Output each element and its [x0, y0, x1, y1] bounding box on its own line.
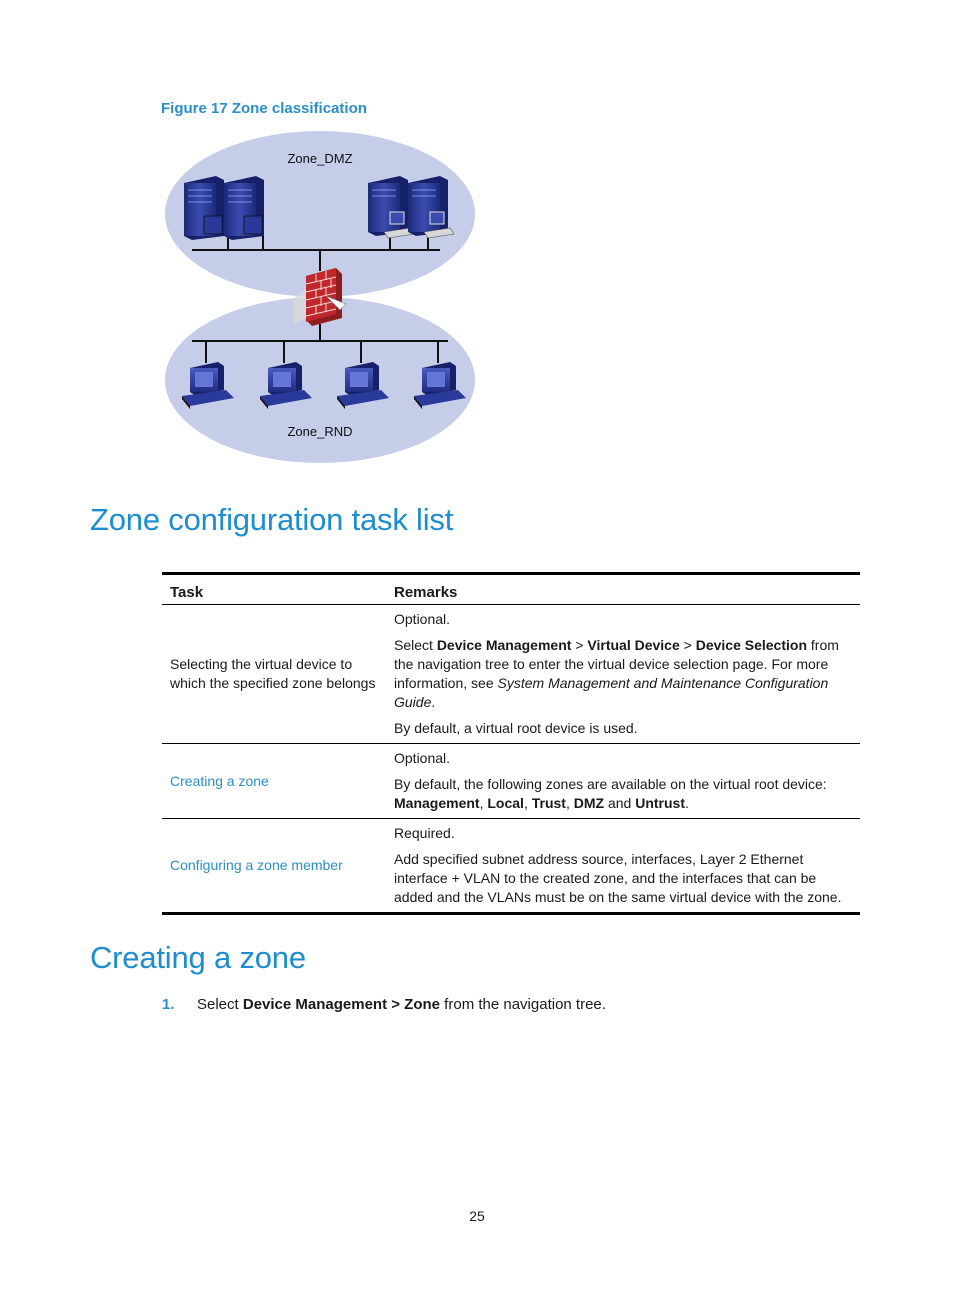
server-workstation-icon	[368, 176, 414, 238]
remark-default-zones: By default, the following zones are available on the virtual root device: Management, Local, Trust, DMZ and Untrust.	[394, 776, 827, 811]
remark-optional: Optional.	[394, 750, 451, 766]
zone-classification-diagram	[160, 128, 480, 464]
zone-task-table	[162, 572, 860, 915]
table-row	[162, 605, 860, 744]
server-icon	[224, 176, 264, 240]
server-icon	[184, 176, 224, 240]
remark-required: Required.	[394, 825, 455, 841]
header-task: Task	[162, 574, 386, 605]
table-row	[162, 819, 860, 914]
step-1: 1. Select Device Management > Zone from the navigation tree.	[162, 996, 606, 1013]
remark-default: By default, a virtual root device is used.	[394, 720, 638, 736]
step-number: 1.	[162, 996, 175, 1013]
remark-optional: Optional.	[394, 611, 451, 627]
task-cell	[162, 744, 386, 819]
remarks-cell	[386, 605, 860, 744]
page-number: 25	[469, 1208, 485, 1224]
guide-reference: System Management and Maintenance Configuration Guide	[394, 675, 829, 710]
table-header-row	[162, 574, 860, 605]
step-menu-path: Device Management > Zone	[242, 996, 441, 1013]
task-cell: Selecting the virtual device to which the specified zone belongs	[162, 605, 386, 744]
creating-zone-link[interactable]: Creating a zone	[170, 772, 269, 789]
remarks-cell	[386, 744, 860, 819]
zone-dmz-label: Zone_DMZ	[287, 151, 353, 166]
task-cell	[162, 819, 386, 914]
remark-member-text: Add specified subnet address source, interfaces, Layer 2 Ethernet interface + VLAN to the created zone, and the interfaces that can be added and the VLANs must be on the same virtual device with the zone.	[394, 851, 842, 905]
section-title-creating-zone: Creating a zone	[90, 940, 306, 975]
table-row	[162, 744, 860, 819]
header-remarks: Remarks	[386, 574, 860, 605]
figure-caption: Figure 17 Zone classification	[161, 100, 367, 117]
remark-navigation: Select Device Management > Virtual Device > Device Selection from the navigation tree to enter the virtual device selection page. For more information, see System Management and Maintenance Configuration Guide.	[394, 637, 839, 710]
remarks-cell	[386, 819, 860, 914]
configuring-zone-member-link[interactable]: Configuring a zone member	[170, 857, 343, 873]
section-title-task-list: Zone configuration task list	[90, 502, 454, 537]
zone-rnd-label: Zone_RND	[287, 424, 353, 439]
server-workstation-icon	[408, 176, 454, 238]
